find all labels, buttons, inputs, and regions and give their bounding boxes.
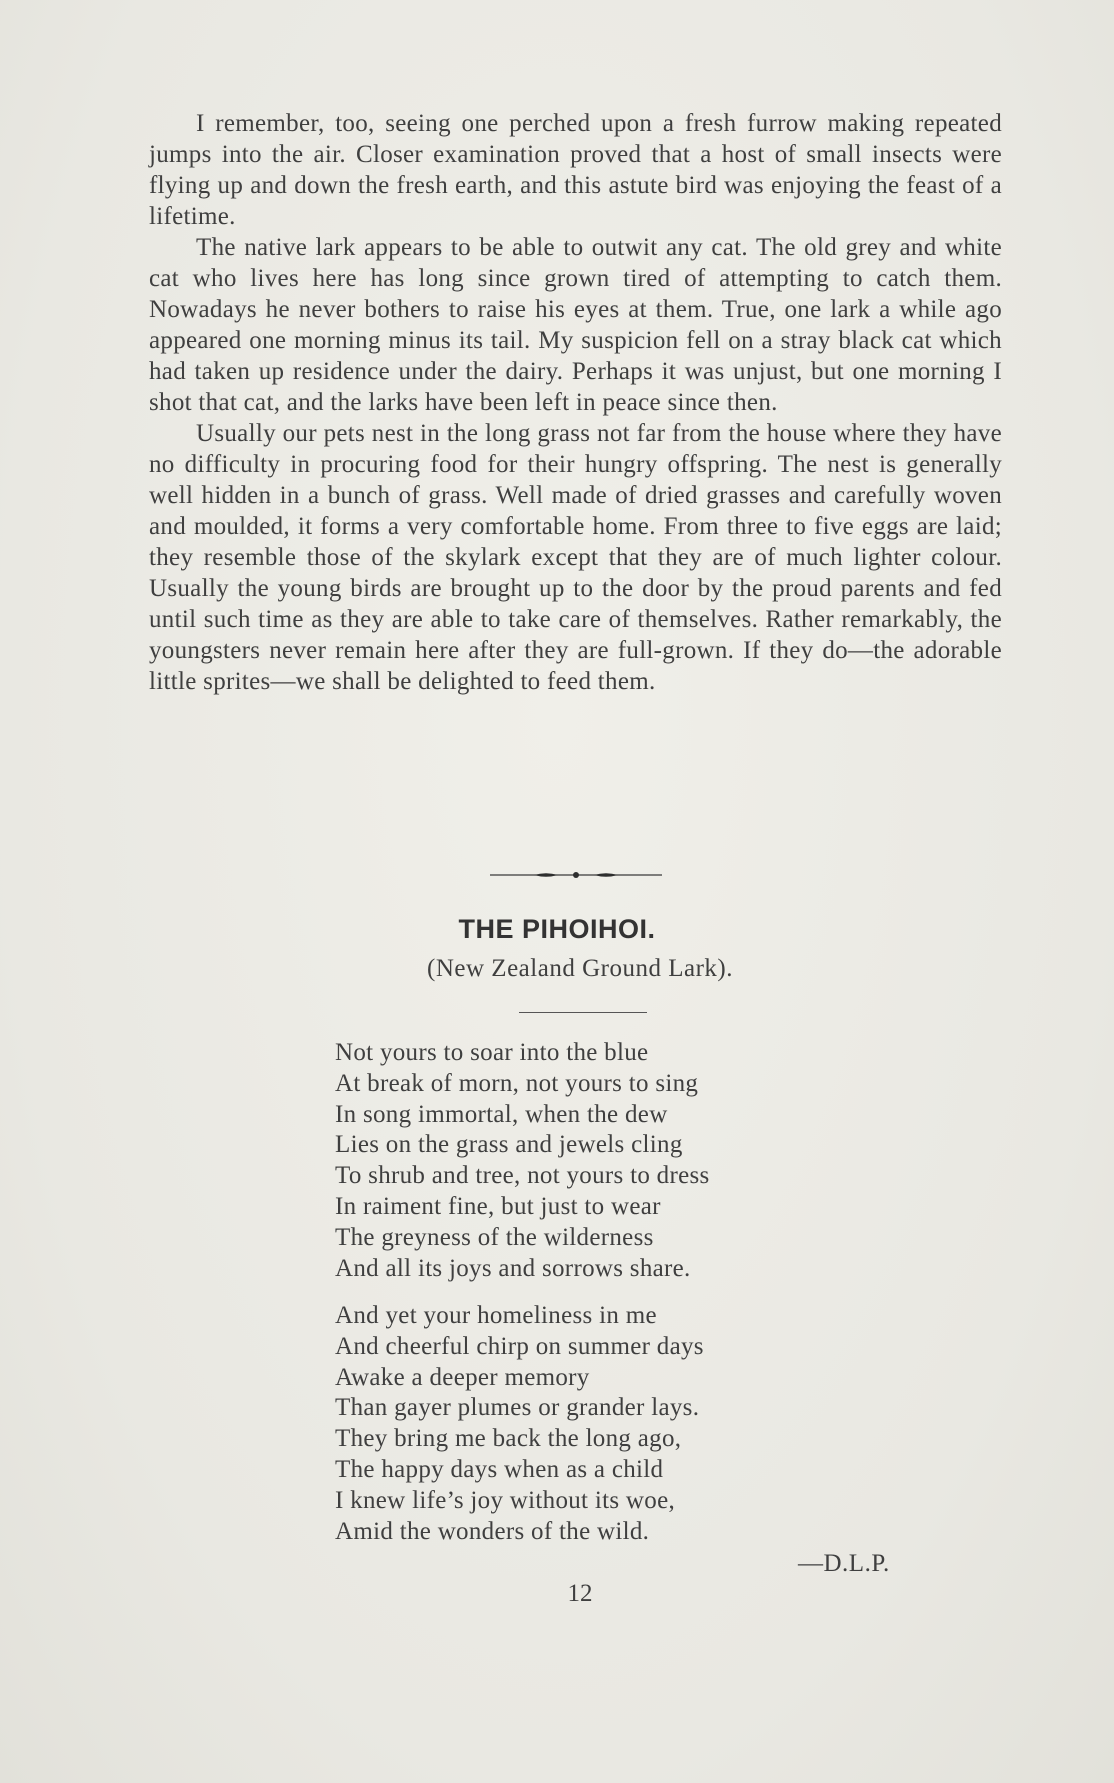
- poem-line: Lies on the grass and jewels cling: [335, 1131, 683, 1159]
- poem-line: Than gayer plumes or grander lays.: [335, 1394, 700, 1422]
- poem-signature: —D.L.P.: [798, 1550, 890, 1577]
- swelled-rule-ornament-icon: [490, 865, 662, 885]
- paragraph: I remember, too, seeing one perched upon a fresh furrow making repeated jumps into the air. Closer examination proved that a host of small insects were flying up and down the fresh earth, and this astute bird was enjoying the feast of a lifetime.: [149, 110, 1002, 230]
- title-divider: [519, 1012, 647, 1013]
- prose-section: [149, 108, 1002, 697]
- poem-line: I knew life’s joy without its woe,: [335, 1486, 676, 1514]
- poem-line: And cheerful chirp on summer days: [335, 1332, 704, 1360]
- poem-line: And all its joys and sorrows share.: [335, 1254, 691, 1282]
- poem-line: And yet your homeliness in me: [335, 1302, 657, 1329]
- poem-line: Not yours to soar into the blue: [335, 1039, 649, 1066]
- poem-line: The greyness of the wilderness: [335, 1223, 654, 1251]
- poem-title: THE PIHOIHOI.: [458, 914, 656, 944]
- poem-line: In song immortal, when the dew: [335, 1100, 668, 1128]
- poem-line: To shrub and tree, not yours to dress: [335, 1162, 710, 1190]
- paragraph: The native lark appears to be able to outwit any cat. The old grey and white cat who lives here has long since grown tired of attempting to catch them. Nowadays he never bothers to raise his eyes at them. True, one lark a while ago appeared one morning minus its tail. My suspicion fell on a stray black cat which had taken up residence under the dairy. Perhaps it was unjust, but one morning I shot that cat, and the larks have been left in peace since then.: [149, 234, 1002, 416]
- poem-line: Awake a deeper memory: [335, 1363, 590, 1391]
- poem-line: At break of morn, not yours to sing: [335, 1069, 699, 1097]
- poem-line: In raiment fine, but just to wear: [335, 1192, 661, 1220]
- paragraph: Usually our pets nest in the long grass not far from the house where they have no difficulty in procuring food for their hungry offspring. The nest is generally well hidden in a bunch of grass. Well made of dried grasses and carefully woven and moulded, it forms a very comfortable home. From three to five eggs are laid; they resemble those of the skylark except that they are of much lighter colour. Usually the young birds are brought up to the door by the proud parents and fed until such time as they are able to take care of themselves. Rather remarkably, the youngsters never remain here after they are full-grown. If they do—the adorable little sprites—we shall be delighted to feed them.: [149, 420, 1002, 695]
- poem-line: Amid the wonders of the wild.: [335, 1517, 650, 1545]
- poem-stanza-1: [335, 1038, 710, 1284]
- poem-subtitle: (New Zealand Ground Lark).: [427, 955, 733, 982]
- poem-line: They bring me back the long ago,: [335, 1425, 682, 1453]
- poem-line: The happy days when as a child: [335, 1455, 664, 1483]
- page-number: 12: [567, 1580, 593, 1607]
- poem-stanza-2: [335, 1301, 704, 1547]
